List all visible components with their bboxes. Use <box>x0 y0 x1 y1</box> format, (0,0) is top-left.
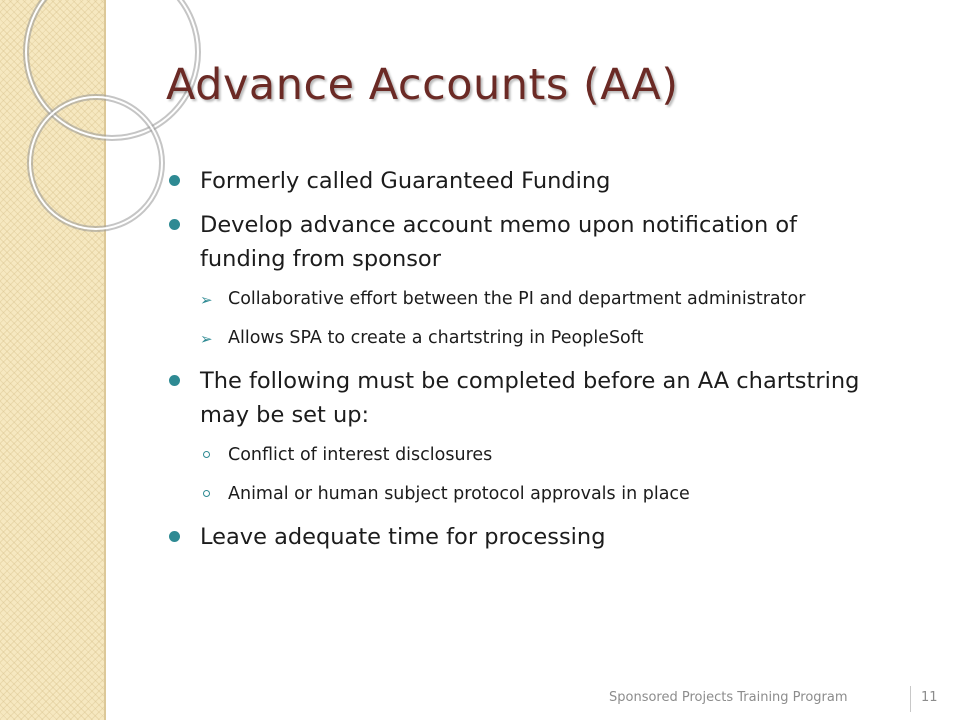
sub-bullet-text: Conflict of interest disclosures <box>228 445 493 465</box>
bullet-text: Leave adequate time for processing <box>200 524 606 550</box>
sub-bullet-text: Animal or human subject protocol approvals in place <box>228 484 690 504</box>
bullet-dot-icon <box>169 219 180 230</box>
sub-bullet-item <box>168 442 888 468</box>
bullet-item <box>168 520 888 554</box>
footer-text: Sponsored Projects Training Program <box>609 690 848 705</box>
bullet-item <box>168 208 888 276</box>
footer-divider <box>910 686 911 712</box>
bullet-item <box>168 364 888 432</box>
bullet-dot-icon <box>169 175 180 186</box>
bullet-item <box>168 164 888 198</box>
sub-bullet-item <box>168 325 888 351</box>
sub-bullet-text: Allows SPA to create a chartstring in PeopleSoft <box>228 328 644 348</box>
bullet-dot-icon <box>169 531 180 542</box>
page-number: 11 <box>921 690 938 705</box>
arrow-bullet-icon: ➢ <box>200 291 213 309</box>
decorative-circle-inner <box>30 97 162 229</box>
bullet-dot-icon <box>169 375 180 386</box>
ring-bullet-icon <box>203 490 210 497</box>
slide-content <box>168 164 888 564</box>
slide-title: Advance Accounts (AA) <box>166 60 679 110</box>
bullet-text: The following must be completed before an AA chartstring may be set up: <box>200 368 860 428</box>
arrow-bullet-icon: ➢ <box>200 330 213 348</box>
sub-bullet-text: Collaborative effort between the PI and department administrator <box>228 289 806 309</box>
sub-bullet-item <box>168 286 888 312</box>
ring-bullet-icon <box>203 451 210 458</box>
sub-bullet-item <box>168 481 888 507</box>
bullet-text: Formerly called Guaranteed Funding <box>200 168 611 194</box>
bullet-text: Develop advance account memo upon notification of funding from sponsor <box>200 212 798 272</box>
